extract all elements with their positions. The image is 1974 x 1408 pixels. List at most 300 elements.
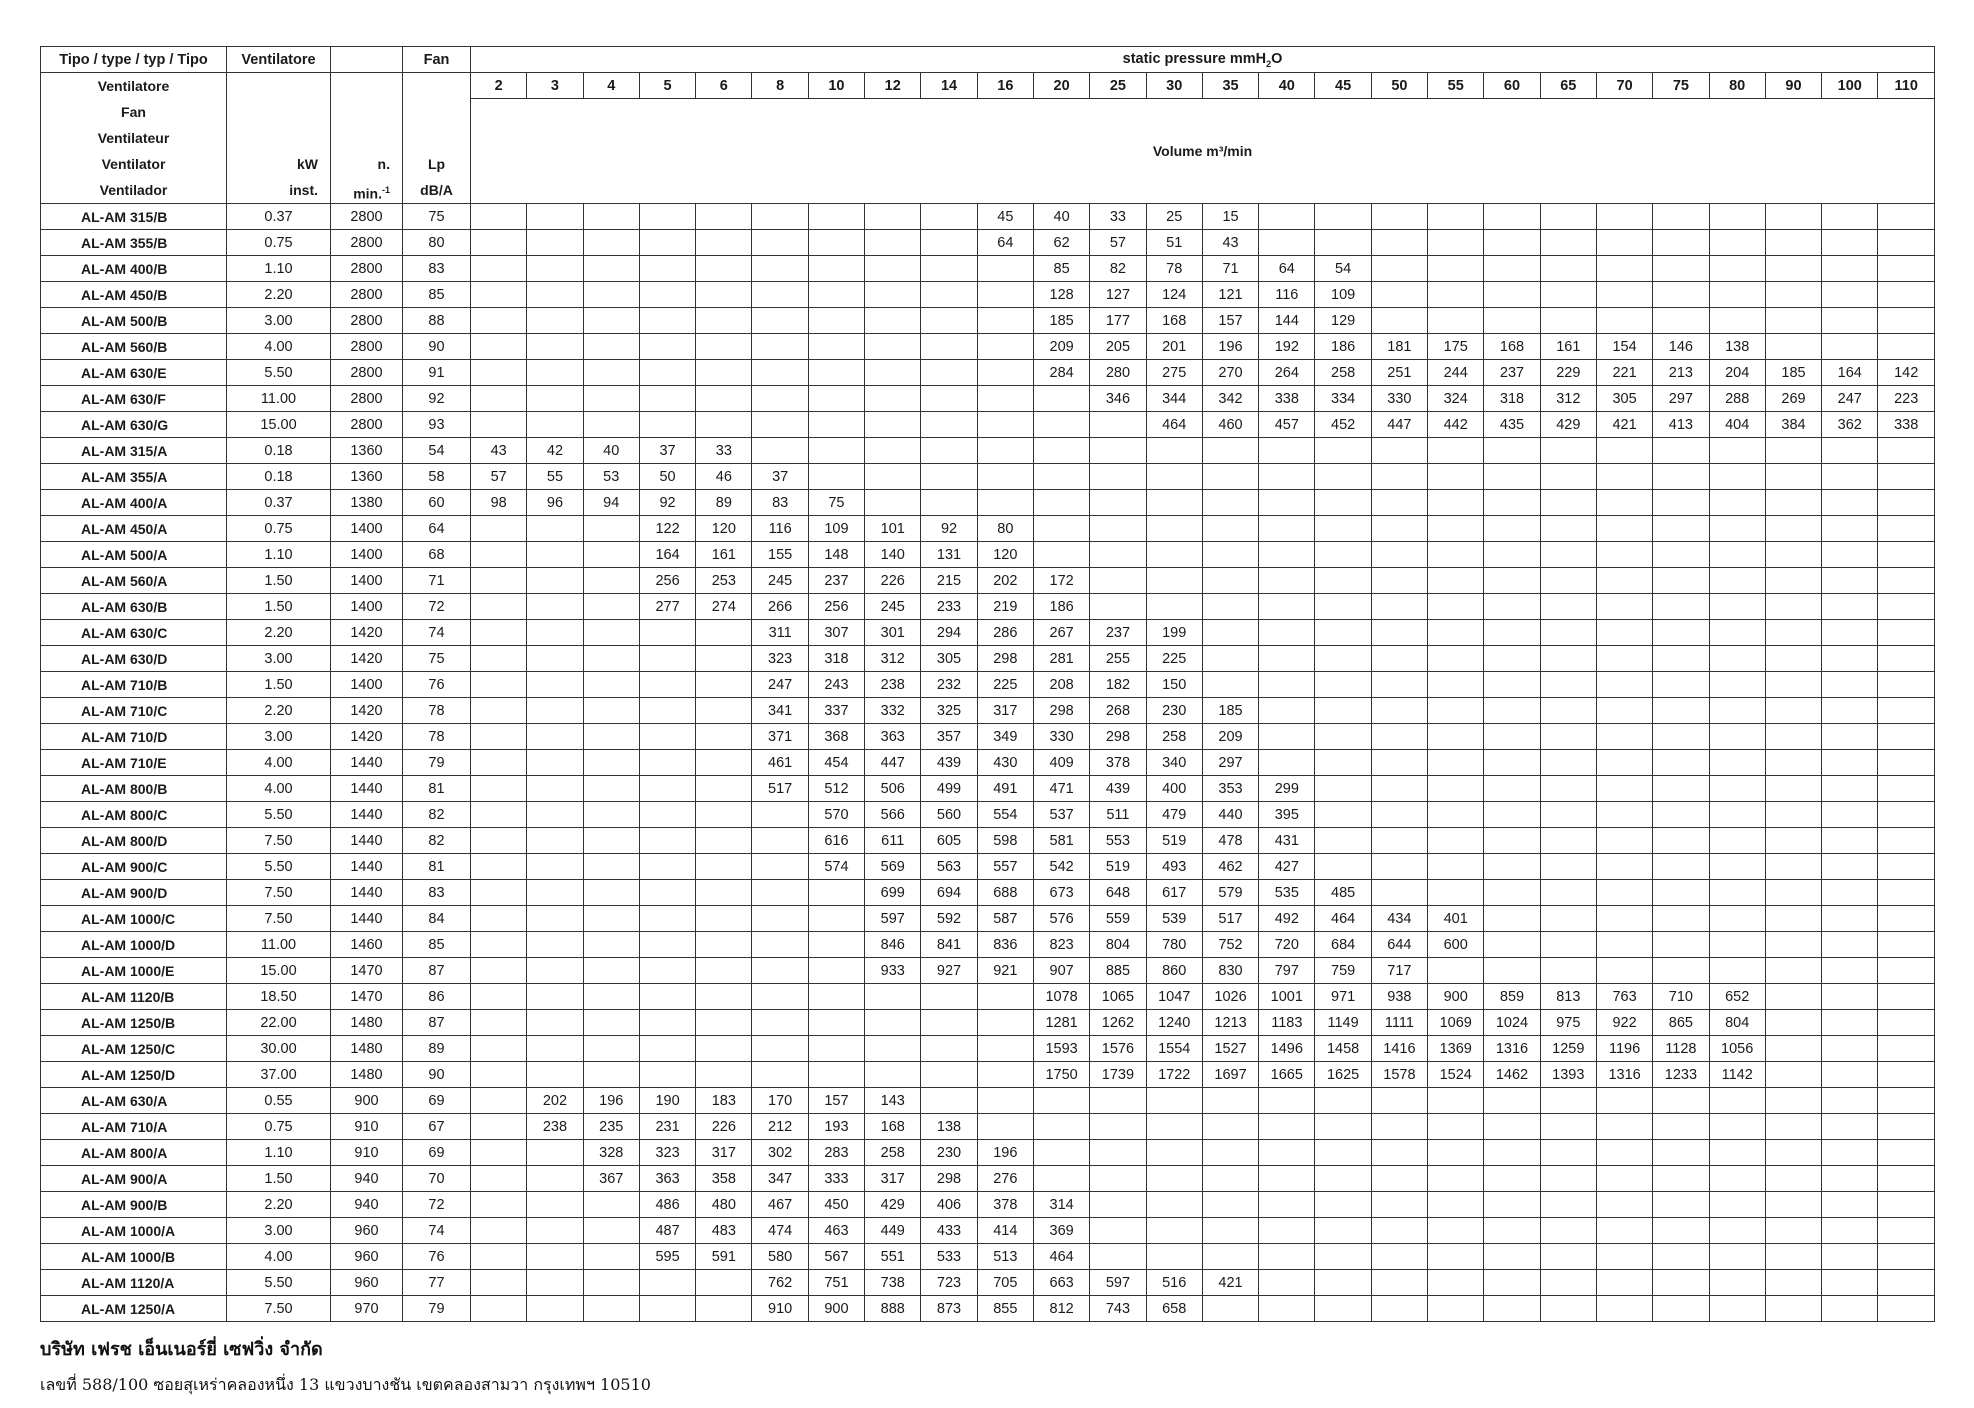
volume-cell: 131 <box>921 542 977 568</box>
volume-cell <box>752 230 808 256</box>
volume-cell: 1281 <box>1033 1010 1089 1036</box>
volume-cell <box>527 984 583 1010</box>
volume-cell: 464 <box>1033 1244 1089 1270</box>
volume-cell <box>1822 1218 1878 1244</box>
volume-cell <box>1653 906 1709 932</box>
volume-cell <box>1259 464 1315 490</box>
volume-cell <box>1765 906 1821 932</box>
volume-cell <box>1709 1218 1765 1244</box>
volume-cell: 297 <box>1202 750 1258 776</box>
volume-cell: 175 <box>1428 334 1484 360</box>
volume-cell: 409 <box>1033 750 1089 776</box>
volume-cell: 431 <box>1259 828 1315 854</box>
volume-cell <box>639 672 695 698</box>
volume-cell <box>471 230 527 256</box>
volume-cell <box>1484 516 1540 542</box>
volume-cell: 1240 <box>1146 1010 1202 1036</box>
volume-cell <box>1653 854 1709 880</box>
volume-cell <box>1822 1114 1878 1140</box>
volume-cell: 975 <box>1540 1010 1596 1036</box>
volume-cell: 37 <box>752 464 808 490</box>
volume-cell: 230 <box>921 1140 977 1166</box>
volume-cell: 1625 <box>1315 1062 1371 1088</box>
lp-cell: 67 <box>403 1114 471 1140</box>
volume-cell <box>1428 594 1484 620</box>
volume-cell: 168 <box>865 1114 921 1140</box>
volume-cell <box>1540 750 1596 776</box>
volume-cell: 258 <box>1146 724 1202 750</box>
volume-cell <box>1765 1296 1821 1322</box>
lp-cell: 82 <box>403 828 471 854</box>
model-cell: AL-AM 710/A <box>41 1114 227 1140</box>
volume-cell <box>1371 1218 1427 1244</box>
lp-cell: 83 <box>403 256 471 282</box>
volume-cell: 202 <box>977 568 1033 594</box>
volume-cell <box>1202 542 1258 568</box>
volume-cell <box>1484 880 1540 906</box>
volume-cell <box>1202 438 1258 464</box>
volume-cell: 140 <box>865 542 921 568</box>
volume-cell <box>1653 308 1709 334</box>
table-row <box>41 1088 1935 1114</box>
volume-cell <box>1540 828 1596 854</box>
volume-cell <box>1765 620 1821 646</box>
volume-cell: 233 <box>921 594 977 620</box>
lp-cell: 76 <box>403 672 471 698</box>
volume-cell: 1069 <box>1428 1010 1484 1036</box>
volume-cell <box>471 724 527 750</box>
volume-cell: 450 <box>808 1192 864 1218</box>
table-row <box>41 1010 1935 1036</box>
kw-cell: 7.50 <box>227 828 331 854</box>
volume-cell: 873 <box>921 1296 977 1322</box>
volume-cell <box>527 698 583 724</box>
volume-cell <box>1765 854 1821 880</box>
volume-cell <box>583 334 639 360</box>
volume-cell: 452 <box>1315 412 1371 438</box>
volume-cell <box>639 776 695 802</box>
volume-cell <box>696 672 752 698</box>
fan-header-en: Fan <box>403 47 471 73</box>
table-row <box>41 1244 1935 1270</box>
volume-cell <box>1202 1244 1258 1270</box>
volume-cell: 569 <box>865 854 921 880</box>
volume-cell: 1316 <box>1596 1062 1652 1088</box>
volume-cell: 305 <box>921 646 977 672</box>
model-cell: AL-AM 1000/D <box>41 932 227 958</box>
volume-cell: 1262 <box>1090 1010 1146 1036</box>
volume-cell <box>527 204 583 230</box>
volume-cell <box>639 880 695 906</box>
volume-cell: 688 <box>977 880 1033 906</box>
volume-cell <box>639 386 695 412</box>
volume-cell <box>471 984 527 1010</box>
volume-cell <box>921 308 977 334</box>
table-row <box>41 568 1935 594</box>
lp-cell: 81 <box>403 776 471 802</box>
volume-cell <box>1596 1296 1652 1322</box>
table-row <box>41 724 1935 750</box>
lp-cell: 74 <box>403 1218 471 1244</box>
volume-cell <box>1709 1088 1765 1114</box>
volume-cell <box>471 1244 527 1270</box>
volume-cell <box>1709 568 1765 594</box>
volume-cell <box>639 802 695 828</box>
lp-cell: 75 <box>403 646 471 672</box>
volume-cell <box>1822 1192 1878 1218</box>
volume-cell <box>471 1270 527 1296</box>
volume-cell <box>1202 646 1258 672</box>
volume-label: Volume m³/min <box>471 99 1935 204</box>
volume-cell <box>583 854 639 880</box>
volume-cell <box>1765 880 1821 906</box>
volume-cell <box>1428 854 1484 880</box>
volume-cell <box>1765 958 1821 984</box>
table-row <box>41 230 1935 256</box>
volume-cell <box>1090 594 1146 620</box>
volume-cell <box>639 906 695 932</box>
volume-cell <box>471 1114 527 1140</box>
pressure-col-8: 8 <box>752 73 808 99</box>
volume-cell: 605 <box>921 828 977 854</box>
volume-cell <box>1878 282 1935 308</box>
volume-cell <box>865 308 921 334</box>
volume-cell <box>527 516 583 542</box>
kw-cell: 1.50 <box>227 568 331 594</box>
volume-cell <box>1822 1296 1878 1322</box>
volume-cell: 42 <box>527 438 583 464</box>
volume-cell <box>1596 724 1652 750</box>
volume-cell: 738 <box>865 1270 921 1296</box>
volume-cell: 401 <box>1428 906 1484 932</box>
volume-cell: 264 <box>1259 360 1315 386</box>
volume-cell <box>1315 854 1371 880</box>
table-row <box>41 412 1935 438</box>
kw-cell: 3.00 <box>227 1218 331 1244</box>
volume-cell: 138 <box>921 1114 977 1140</box>
table-row <box>41 464 1935 490</box>
volume-cell: 467 <box>752 1192 808 1218</box>
kw-cell: 11.00 <box>227 386 331 412</box>
volume-cell <box>1371 256 1427 282</box>
volume-cell: 172 <box>1033 568 1089 594</box>
volume-cell <box>1709 932 1765 958</box>
pressure-col-55: 55 <box>1428 73 1484 99</box>
volume-cell <box>1878 1218 1935 1244</box>
kw-cell: 2.20 <box>227 620 331 646</box>
volume-cell: 230 <box>1146 698 1202 724</box>
volume-cell <box>1090 1218 1146 1244</box>
volume-cell <box>471 1010 527 1036</box>
lp-labels-line: dB/A <box>420 182 453 198</box>
volume-cell <box>696 776 752 802</box>
volume-cell <box>921 490 977 516</box>
volume-cell: 447 <box>1371 412 1427 438</box>
table-row <box>41 438 1935 464</box>
volume-cell <box>1202 620 1258 646</box>
volume-cell: 1213 <box>1202 1010 1258 1036</box>
volume-cell <box>1540 308 1596 334</box>
rpm-cell: 2800 <box>331 386 403 412</box>
volume-cell <box>1540 854 1596 880</box>
lp-cell: 77 <box>403 1270 471 1296</box>
volume-cell <box>1653 958 1709 984</box>
volume-cell <box>1878 1114 1935 1140</box>
volume-cell: 378 <box>1090 750 1146 776</box>
volume-cell <box>1878 1244 1935 1270</box>
volume-cell <box>639 724 695 750</box>
kw-cell: 1.50 <box>227 1166 331 1192</box>
volume-cell <box>752 828 808 854</box>
volume-cell: 464 <box>1315 906 1371 932</box>
volume-cell <box>1484 1296 1540 1322</box>
table-row <box>41 256 1935 282</box>
volume-cell <box>1878 1296 1935 1322</box>
volume-cell <box>471 776 527 802</box>
volume-cell <box>1596 854 1652 880</box>
volume-cell <box>1653 802 1709 828</box>
pressure-col-20: 20 <box>1033 73 1089 99</box>
volume-cell <box>1878 984 1935 1010</box>
volume-cell <box>471 386 527 412</box>
volume-cell <box>1315 568 1371 594</box>
volume-cell <box>471 542 527 568</box>
volume-cell <box>921 438 977 464</box>
lp-labels <box>403 73 471 204</box>
volume-cell <box>1371 308 1427 334</box>
type-labels-line: Ventilator <box>101 156 166 172</box>
volume-cell: 177 <box>1090 308 1146 334</box>
volume-cell <box>977 1062 1033 1088</box>
volume-cell: 237 <box>808 568 864 594</box>
volume-cell <box>1709 646 1765 672</box>
volume-cell <box>527 724 583 750</box>
table-row <box>41 594 1935 620</box>
model-cell: AL-AM 355/A <box>41 464 227 490</box>
volume-cell <box>639 958 695 984</box>
volume-cell <box>527 1036 583 1062</box>
volume-cell <box>1371 1088 1427 1114</box>
volume-cell <box>1653 1088 1709 1114</box>
volume-cell <box>1878 464 1935 490</box>
volume-cell <box>752 984 808 1010</box>
volume-cell <box>1371 750 1427 776</box>
volume-cell <box>583 1270 639 1296</box>
volume-cell <box>1653 1244 1709 1270</box>
volume-cell <box>921 1062 977 1088</box>
volume-cell: 517 <box>752 776 808 802</box>
volume-cell <box>1371 672 1427 698</box>
volume-cell: 98 <box>471 490 527 516</box>
lp-cell: 80 <box>403 230 471 256</box>
volume-cell: 269 <box>1765 386 1821 412</box>
table-row <box>41 698 1935 724</box>
volume-cell: 535 <box>1259 880 1315 906</box>
model-cell: AL-AM 900/B <box>41 1192 227 1218</box>
volume-cell <box>583 724 639 750</box>
volume-cell <box>1371 282 1427 308</box>
volume-cell: 485 <box>1315 880 1371 906</box>
volume-cell <box>1822 802 1878 828</box>
model-cell: AL-AM 630/C <box>41 620 227 646</box>
table-row <box>41 880 1935 906</box>
volume-cell <box>1259 516 1315 542</box>
volume-cell <box>696 1036 752 1062</box>
model-cell: AL-AM 1120/A <box>41 1270 227 1296</box>
volume-cell <box>471 1218 527 1244</box>
volume-cell <box>1428 1140 1484 1166</box>
model-cell: AL-AM 400/B <box>41 256 227 282</box>
table-row <box>41 776 1935 802</box>
volume-cell <box>865 386 921 412</box>
volume-cell <box>808 360 864 386</box>
volume-cell <box>639 1270 695 1296</box>
volume-cell <box>1371 542 1427 568</box>
kw-cell: 0.37 <box>227 204 331 230</box>
volume-cell <box>1428 516 1484 542</box>
volume-cell <box>639 230 695 256</box>
pressure-col-4: 4 <box>583 73 639 99</box>
volume-cell <box>808 880 864 906</box>
table-row <box>41 854 1935 880</box>
volume-cell <box>921 204 977 230</box>
volume-cell <box>1653 256 1709 282</box>
volume-cell <box>1709 542 1765 568</box>
volume-cell <box>1878 516 1935 542</box>
volume-cell <box>1540 464 1596 490</box>
volume-cell <box>527 1192 583 1218</box>
volume-cell: 479 <box>1146 802 1202 828</box>
volume-cell <box>977 438 1033 464</box>
volume-cell: 395 <box>1259 802 1315 828</box>
kw-labels-line: inst. <box>289 182 318 198</box>
volume-cell <box>583 984 639 1010</box>
volume-cell <box>583 1244 639 1270</box>
kw-cell: 4.00 <box>227 334 331 360</box>
volume-cell: 144 <box>1259 308 1315 334</box>
volume-cell <box>1146 1166 1202 1192</box>
table-row <box>41 750 1935 776</box>
model-cell: AL-AM 500/B <box>41 308 227 334</box>
type-header: Tipo / type / typ / Tipo <box>41 47 227 73</box>
volume-cell <box>865 984 921 1010</box>
volume-cell <box>1428 620 1484 646</box>
volume-cell <box>1259 1218 1315 1244</box>
volume-cell <box>1202 1192 1258 1218</box>
volume-cell: 205 <box>1090 334 1146 360</box>
volume-cell <box>977 412 1033 438</box>
volume-cell <box>583 386 639 412</box>
volume-cell <box>1765 1010 1821 1036</box>
volume-cell <box>1765 776 1821 802</box>
volume-cell <box>1540 620 1596 646</box>
volume-cell <box>696 620 752 646</box>
volume-cell: 684 <box>1315 932 1371 958</box>
rpm-cell: 1460 <box>331 932 403 958</box>
volume-cell <box>1653 542 1709 568</box>
volume-cell <box>583 1010 639 1036</box>
volume-cell <box>1822 984 1878 1010</box>
volume-cell: 190 <box>639 1088 695 1114</box>
volume-cell <box>808 464 864 490</box>
rpm-cell: 1440 <box>331 750 403 776</box>
lp-cell: 76 <box>403 1244 471 1270</box>
volume-cell: 652 <box>1709 984 1765 1010</box>
volume-cell: 341 <box>752 698 808 724</box>
kw-cell: 1.10 <box>227 256 331 282</box>
volume-cell: 429 <box>1540 412 1596 438</box>
volume-cell <box>1259 1296 1315 1322</box>
volume-cell <box>1146 568 1202 594</box>
volume-cell <box>977 334 1033 360</box>
volume-cell <box>865 204 921 230</box>
volume-cell <box>1822 282 1878 308</box>
volume-cell <box>977 1010 1033 1036</box>
volume-cell: 237 <box>1090 620 1146 646</box>
volume-cell: 1316 <box>1484 1036 1540 1062</box>
volume-cell <box>1596 1218 1652 1244</box>
volume-cell <box>1653 1114 1709 1140</box>
volume-cell <box>1765 698 1821 724</box>
volume-cell <box>639 828 695 854</box>
volume-cell <box>1822 932 1878 958</box>
model-cell: AL-AM 630/A <box>41 1088 227 1114</box>
volume-cell: 804 <box>1090 932 1146 958</box>
kw-cell: 4.00 <box>227 750 331 776</box>
volume-cell: 457 <box>1259 412 1315 438</box>
volume-cell <box>1033 1114 1089 1140</box>
rpm-cell: 910 <box>331 1140 403 1166</box>
volume-cell: 128 <box>1033 282 1089 308</box>
volume-cell: 823 <box>1033 932 1089 958</box>
volume-cell: 45 <box>977 204 1033 230</box>
volume-cell <box>1315 1192 1371 1218</box>
volume-cell <box>1146 490 1202 516</box>
table-row <box>41 1062 1935 1088</box>
volume-cell <box>1596 932 1652 958</box>
volume-cell <box>921 984 977 1010</box>
volume-cell <box>583 1296 639 1322</box>
volume-cell: 33 <box>1090 204 1146 230</box>
volume-cell: 323 <box>639 1140 695 1166</box>
volume-cell <box>1540 724 1596 750</box>
volume-cell <box>1146 464 1202 490</box>
volume-cell <box>1540 1088 1596 1114</box>
volume-cell <box>1709 724 1765 750</box>
volume-cell <box>1146 1218 1202 1244</box>
table-row <box>41 646 1935 672</box>
volume-cell <box>977 256 1033 282</box>
kw-cell: 4.00 <box>227 776 331 802</box>
rpm-cell: 960 <box>331 1270 403 1296</box>
volume-cell: 699 <box>865 880 921 906</box>
volume-cell: 519 <box>1090 854 1146 880</box>
volume-cell <box>1033 490 1089 516</box>
volume-cell <box>1596 282 1652 308</box>
volume-cell <box>752 204 808 230</box>
table-row <box>41 1192 1935 1218</box>
volume-cell: 1576 <box>1090 1036 1146 1062</box>
volume-cell <box>1428 1296 1484 1322</box>
volume-cell: 759 <box>1315 958 1371 984</box>
volume-cell: 517 <box>1202 906 1258 932</box>
volume-cell: 245 <box>865 594 921 620</box>
lp-cell: 87 <box>403 1010 471 1036</box>
volume-cell <box>1259 1192 1315 1218</box>
volume-cell: 1462 <box>1484 1062 1540 1088</box>
volume-cell <box>1315 698 1371 724</box>
volume-cell: 209 <box>1202 724 1258 750</box>
